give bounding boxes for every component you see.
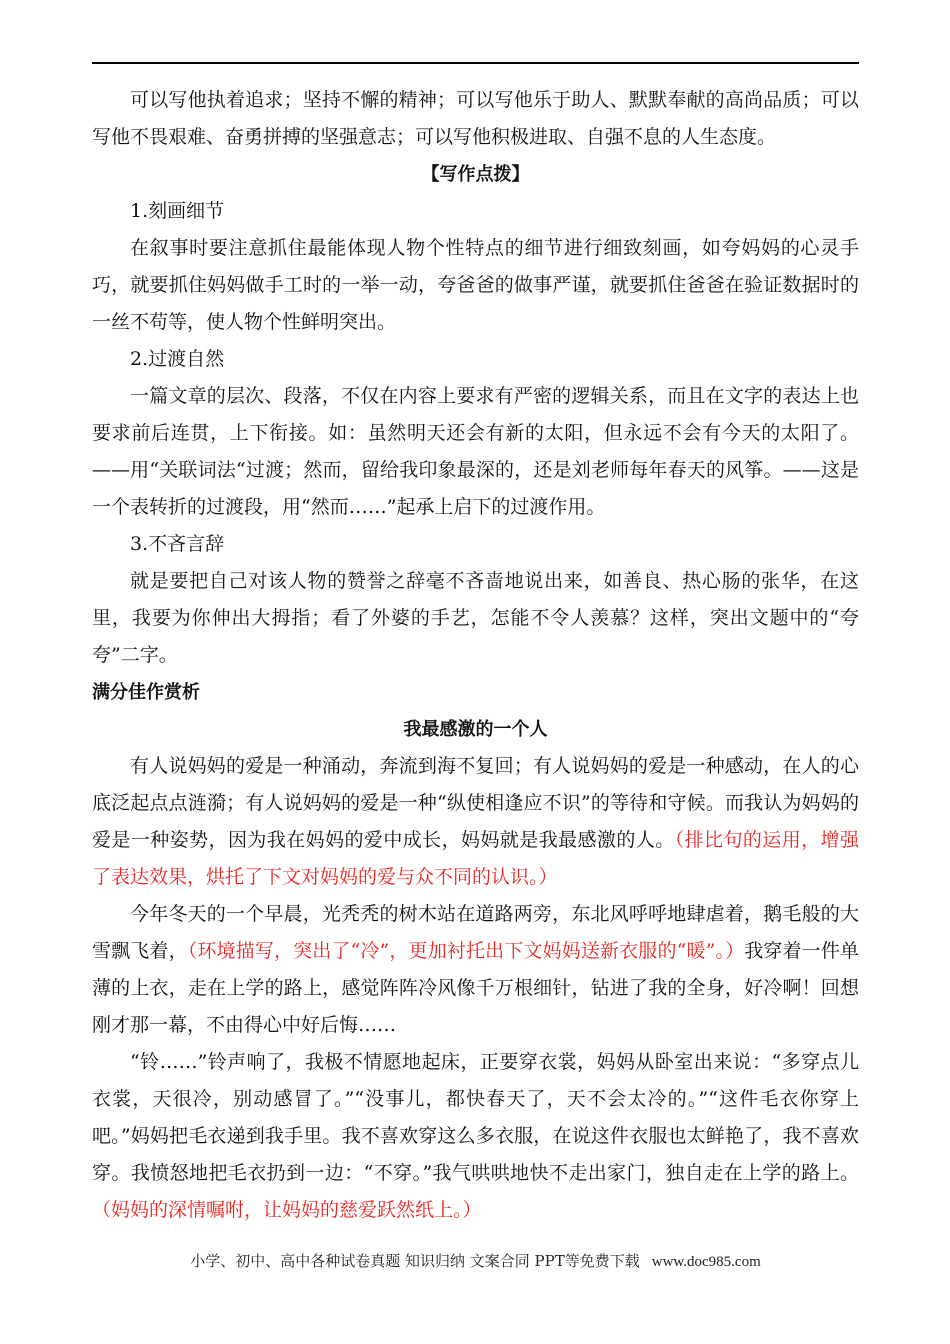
footer-text: 小学、初中、高中各种试卷真题 知识归纳 文案合同 PPT等免费下载 bbox=[190, 1252, 640, 1270]
essay-paragraph-1 bbox=[92, 748, 859, 896]
footer-site-link[interactable]: www.doc985.com bbox=[651, 1254, 761, 1270]
essay-p1-text: 有人说妈妈的爱是一种涌动，奔流到海不复回；有人说妈妈的爱是一种感动，在人的心底泛起点点涟漪；有人说妈妈的爱是一种“纵使相逢应不识”的等待和守候。而我认为妈妈的爱是一种姿势，因为我在妈妈的爱中成长，妈妈就是我最感激的人。 bbox=[92, 755, 859, 851]
essay-paragraph-2 bbox=[92, 896, 859, 1044]
page-content bbox=[92, 82, 859, 1229]
essay-p3-text: “铃……”铃声响了，我极不情愿地起床，正要穿衣裳，妈妈从卧室出来说：“多穿点儿衣裳，天很冷，别动感冒了。”“没事儿，都快春天了，天不会太冷的。”“这件毛衣你穿上吧。”妈妈把毛衣递到我手里。我不喜欢穿这么多衣服，在说这件衣服也太鲜艳了，我不喜欢穿。我愤怒地把毛衣扔到一边：“不穿。”我气哄哄地快不走出家门，独自走在上学的路上。 bbox=[92, 1051, 859, 1184]
essay-p1-annotation: （排比句的运用，增强了表达效果，烘托了下文对妈妈的爱与众不同的认识。） bbox=[92, 829, 859, 888]
tip-3-title: 3.不吝言辞 bbox=[130, 533, 225, 555]
tip-1-body: 在叙事时要注意抓住最能体现人物个性特点的细节进行细致刻画，如夸妈妈的心灵手巧，就要抓住妈妈做手工时的一举一动，夸爸爸的做事严谨，就要抓住爸爸在验证数据时的一丝不苟等，使人物个性鲜明突出。 bbox=[92, 237, 859, 333]
essay-p2-annotation: （环境描写，突出了“冷”，更加衬托出下文妈妈送新衣服的“暖”。） bbox=[187, 940, 745, 962]
header-rule bbox=[92, 62, 859, 64]
tip-1-title: 1.刻画细节 bbox=[130, 200, 225, 222]
tip-3-body: 就是要把自己对该人物的赞誉之辞毫不吝啬地说出来，如善良、热心肠的张华，在这里，我要为你伸出大拇指；看了外婆的手艺，怎能不令人羡慕？这样，突出文题中的“夸夸”二字。 bbox=[92, 570, 859, 666]
intro-paragraph: 可以写他执着追求；坚持不懈的精神；可以写他乐于助人、默默奉献的高尚品质；可以写他不畏艰难、奋勇拼搏的坚强意志；可以写他积极进取、自强不息的人生态度。 bbox=[92, 89, 859, 148]
essay-title: 我最感激的一个人 bbox=[403, 719, 548, 740]
essay-paragraph-3 bbox=[92, 1044, 859, 1229]
essay-p2-text-b: 我穿着一件单薄的上衣，走在上学的路上，感觉阵阵冷风像千万根细针，钻进了我的全身，好冷啊！回想刚才那一幕，不由得心中好后悔…… bbox=[92, 940, 859, 1036]
page-footer bbox=[92, 1250, 859, 1271]
essay-p3-annotation: （妈妈的深情嘱咐，让妈妈的慈爱跃然纸上。） bbox=[92, 1199, 482, 1221]
essay-p2-text-a: 今年冬天的一个早晨，光秃秃的树木站在道路两旁，东北风呼呼地肆虐着，鹅毛般的大雪飘飞着， bbox=[92, 903, 859, 962]
tip-2-title: 2.过渡自然 bbox=[130, 348, 225, 370]
tip-2-body: 一篇文章的层次、段落，不仅在内容上要求有严密的逻辑关系，而且在文字的表达上也要求前后连贯，上下衔接。如：虽然明天还会有新的太阳，但永远不会有今天的太阳了。——用“关联词法“过渡；然而，留给我印象最深的，还是刘老师每年春天的风筝。——这是一个表转折的过渡段，用“然而……”起承上启下的过渡作用。 bbox=[92, 385, 859, 518]
essay-section-label: 满分佳作赏析 bbox=[92, 682, 200, 703]
tips-heading: 【写作点拨】 bbox=[421, 164, 530, 185]
